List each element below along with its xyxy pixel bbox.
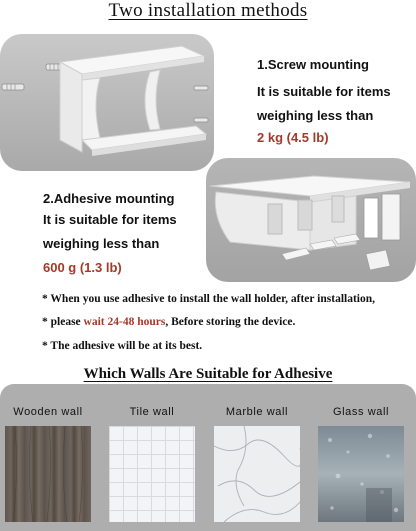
glass-wall-swatch <box>318 426 404 522</box>
screw-mounting-weight: 2 kg (4.5 lb) <box>257 130 329 145</box>
wall-label-tile: Tile wall <box>129 406 175 418</box>
wooden-wall-swatch <box>5 426 91 522</box>
wall-label-glass: Glass wall <box>332 406 390 418</box>
screw-mounting-heading: 1.Screw mounting <box>257 57 369 72</box>
adhesive-mounting-weight: 600 g (1.3 lb) <box>43 260 122 275</box>
wall-wooden <box>5 406 91 522</box>
adhesive-mounting-line2: weighing less than <box>43 236 160 251</box>
glass-droplet-texture <box>318 426 404 522</box>
wall-glass <box>318 406 404 522</box>
wood-grain-texture <box>5 426 91 522</box>
screw-mounting-line2: weighing less than <box>257 108 374 123</box>
adhesive-mounting-line1: It is suitable for items <box>43 212 177 227</box>
marble-wall-swatch <box>214 426 300 522</box>
adhesive-mounting-image <box>206 158 416 282</box>
note-adhesive-best: * The adhesive will be at its best. <box>42 340 203 352</box>
walls-section-title: Which Walls Are Suitable for Adhesive <box>83 366 333 382</box>
tile-wall-swatch <box>109 426 195 522</box>
wall-label-wooden: Wooden wall <box>13 406 83 418</box>
note-wait-suffix: , Before storing the device. <box>165 316 296 328</box>
note-adhesive-install: * When you use adhesive to install the wall holder, after installation, <box>42 293 376 305</box>
wall-shelf-screw-illustration <box>0 34 214 171</box>
wall-marble <box>214 406 300 522</box>
note-wait-highlight: wait 24-48 hours <box>83 316 166 328</box>
page-title: Two installation methods <box>108 0 308 21</box>
screw-mounting-image <box>0 34 214 171</box>
adhesive-mounting-heading: 2.Adhesive mounting <box>43 191 175 206</box>
wall-label-marble: Marble wall <box>225 406 289 418</box>
note-wait-hours <box>42 316 295 328</box>
wall-tile <box>109 406 195 522</box>
screw-mounting-line1: It is suitable for items <box>257 84 391 99</box>
marble-vein-texture <box>214 426 300 522</box>
note-wait-prefix: * please <box>42 316 84 328</box>
wall-shelf-adhesive-illustration <box>206 158 416 282</box>
